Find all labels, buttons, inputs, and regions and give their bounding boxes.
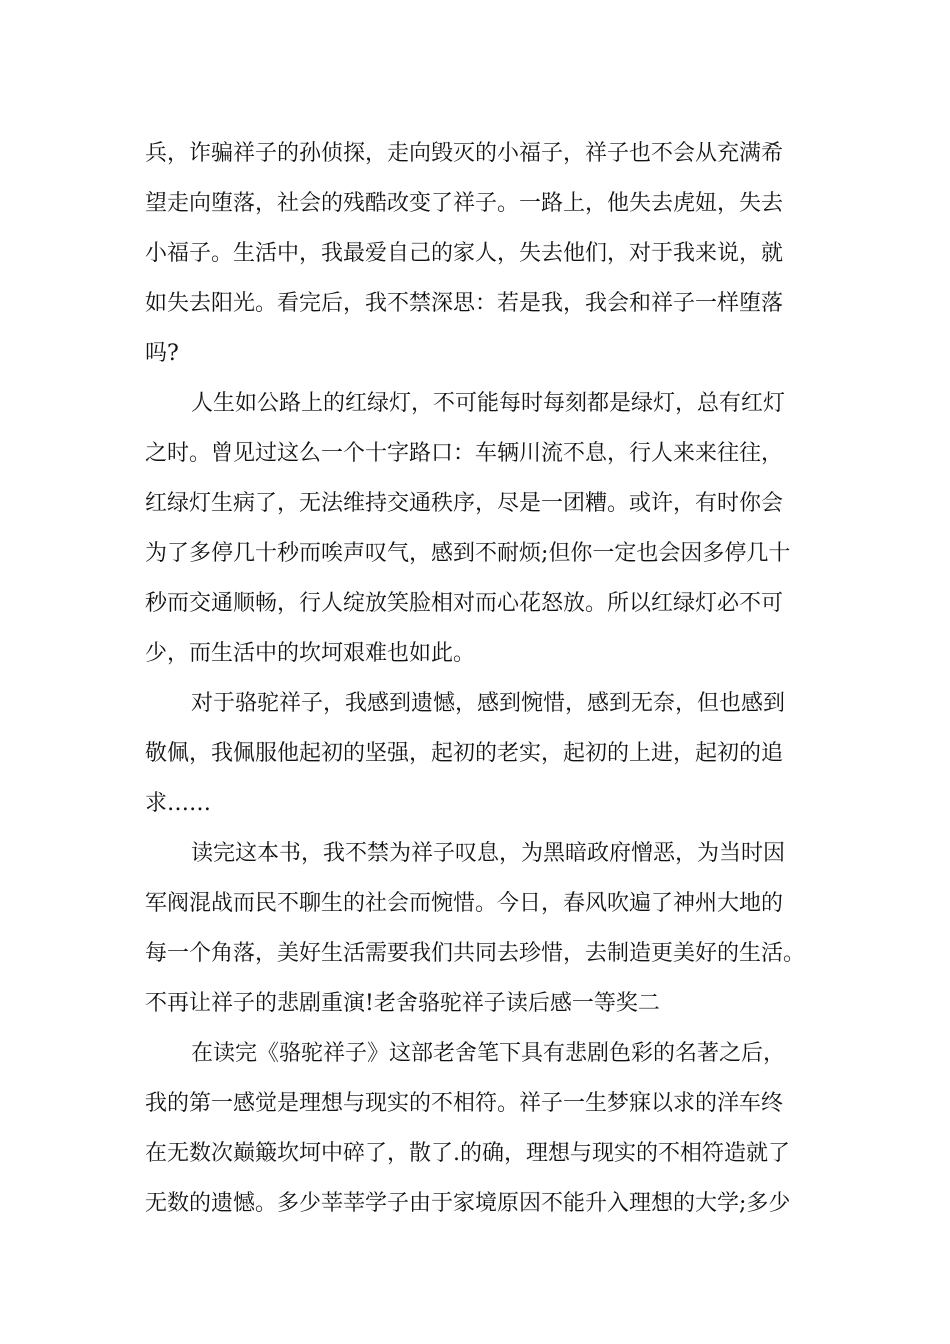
paragraph	[145, 829, 825, 1029]
text-line: 望走向堕落，社会的残酷改变了祥子。一路上，他失去虎妞，失去	[145, 191, 784, 216]
text-line: 军阀混战而民不聊生的社会而惋惜。今日，春风吹遍了神州大地的	[145, 891, 784, 916]
text-line: 为了多停几十秒而唉声叹气，感到不耐烦;但你一定也会因多停几十	[145, 541, 791, 566]
document-body	[145, 129, 825, 1229]
text-line: 无数的遗憾。多少莘莘学子由于家境原因不能升入理想的大学;多少	[145, 1191, 791, 1216]
text-line: 红绿灯生病了，无法维持交通秩序，尽是一团糟。或许，有时你会	[145, 491, 784, 516]
text-line: 秒而交通顺畅，行人绽放笑脸相对而心花怒放。所以红绿灯必不可	[145, 591, 784, 616]
text-line: 兵，诈骗祥子的孙侦探，走向毁灭的小福子，祥子也不会从充满希	[145, 141, 784, 166]
paragraph	[145, 679, 825, 829]
text-line: 求……	[145, 791, 212, 816]
text-line: 读完这本书，我不禁为祥子叹息，为黑暗政府憎恶，为当时因	[191, 841, 786, 866]
text-line: 人生如公路上的红绿灯，不可能每时每刻都是绿灯，总有红灯	[191, 391, 786, 416]
paragraph	[145, 129, 825, 379]
text-line: 在无数次巅簸坎坷中碎了，散了.的确，理想与现实的不相符造就了	[145, 1141, 790, 1166]
text-line: 敬佩，我佩服他起初的坚强，起初的老实，起初的上进，起初的追	[145, 741, 784, 766]
paragraph	[145, 379, 825, 679]
text-line: 对于骆驼祥子，我感到遗憾，感到惋惜，感到无奈，但也感到	[191, 691, 786, 716]
text-line: 小福子。生活中，我最爱自己的家人，失去他们，对于我来说，就	[145, 241, 784, 266]
text-line: 在读完《骆驼祥子》这部老舍笔下具有悲剧色彩的名著之后，	[191, 1041, 786, 1066]
paragraph	[145, 1029, 825, 1229]
text-line: 如失去阳光。看完后，我不禁深思：若是我，我会和祥子一样堕落	[145, 291, 784, 316]
text-line: 每一个角落，美好生活需要我们共同去珍惜，去制造更美好的生活。	[145, 941, 806, 966]
text-line: 吗?	[145, 341, 179, 366]
text-line: 不再让祥子的悲剧重演!老舍骆驼祥子读后感一等奖二	[145, 991, 660, 1016]
text-line: 我的第一感觉是理想与现实的不相符。祥子一生梦寐以求的洋车终	[145, 1091, 784, 1116]
text-line: 之时。曾见过这么一个十字路口：车辆川流不息，行人来来往往，	[145, 441, 784, 466]
text-line: 少，而生活中的坎坷艰难也如此。	[145, 641, 476, 666]
